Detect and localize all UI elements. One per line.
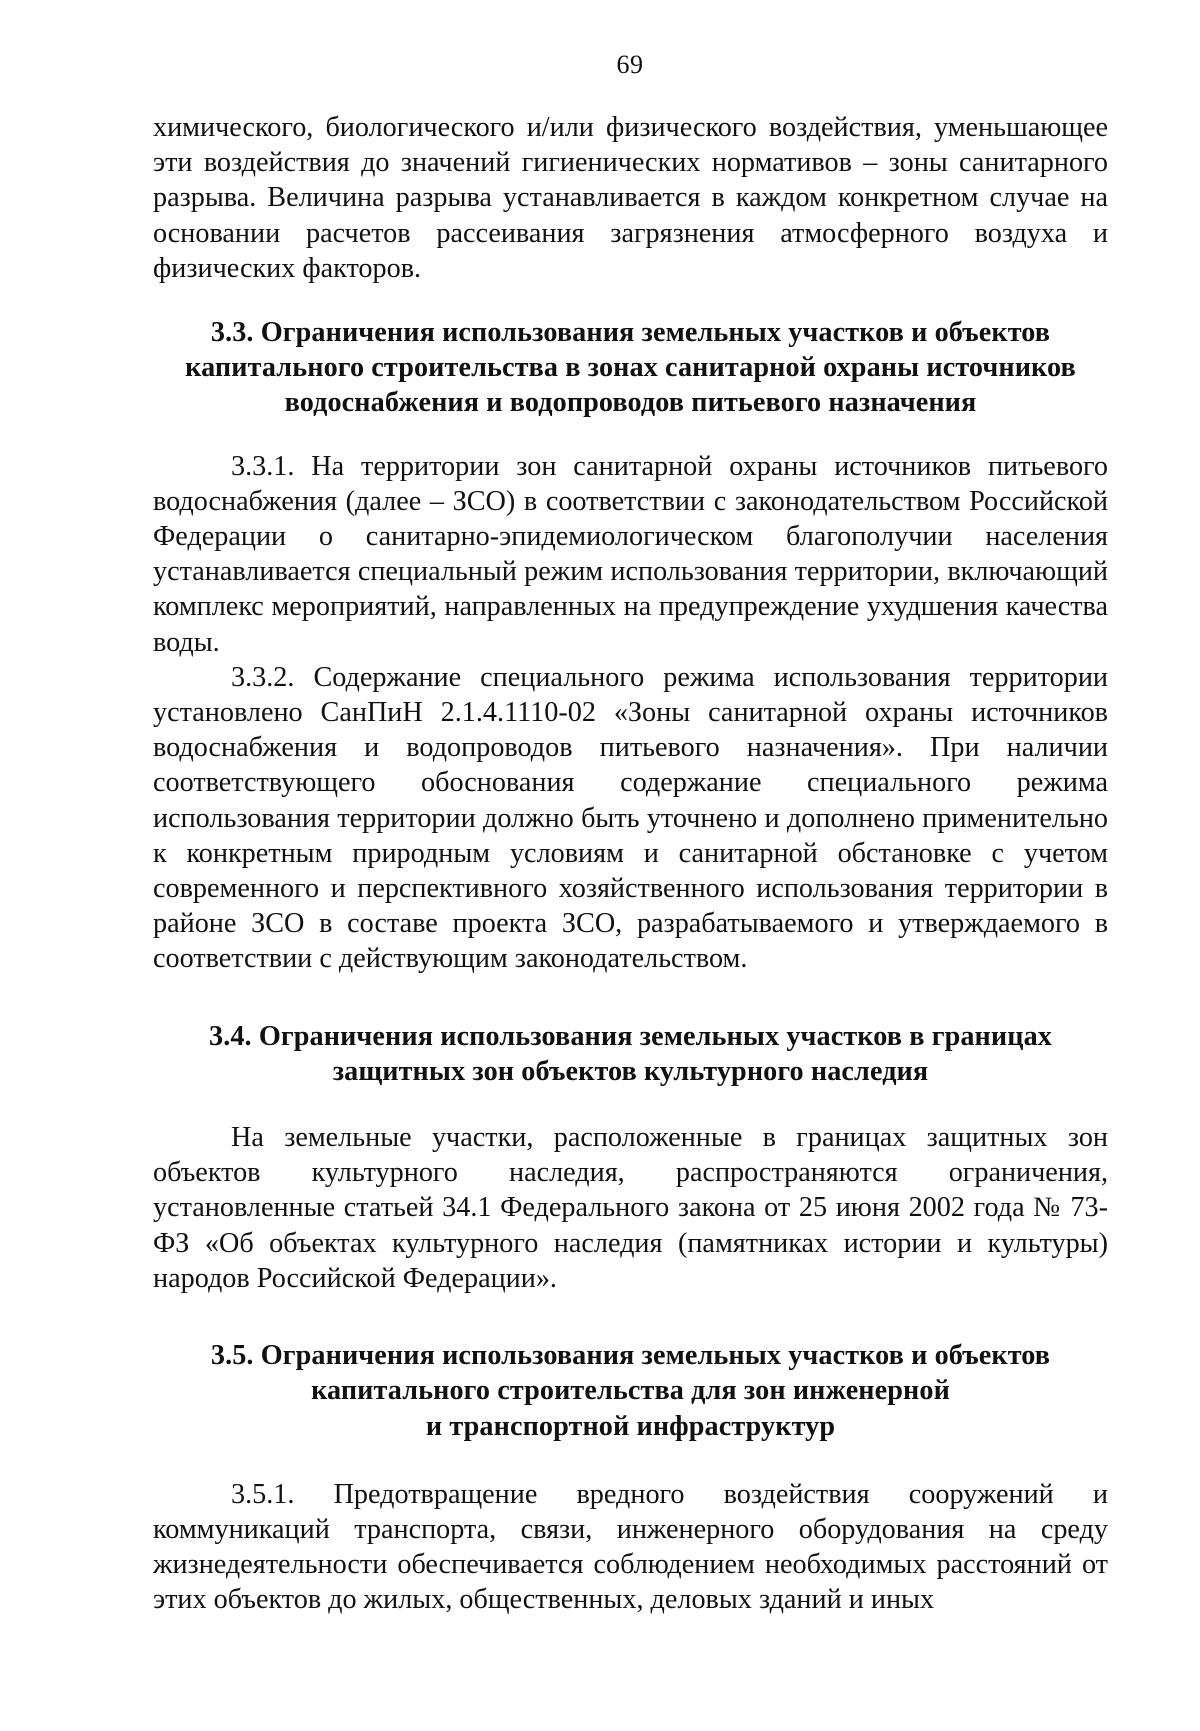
- paragraph-3-3-2: 3.3.2. Содержание специального режима использования территории установлено СанПиН 2.1.4.1110-02 «Зоны санитарной охраны источников водоснабжения и водопроводов питьевого назначения». При наличии соответствующего обоснования содержание специального режима использования территории должно быть уточнено и дополнено применительно к конкретным природным условиям и санитарной обстановке с учетом современного и перспективного хозяйственного использования территории в районе ЗСО в составе проекта ЗСО, разрабатываемого и утверждаемого в соответствии с действующим законодательством.: [153, 661, 1108, 975]
- section-3-4-heading: [153, 1019, 1108, 1089]
- section-3-3-heading: [153, 315, 1108, 421]
- section-3-4-heading-line: 3.4. Ограничения использования земельных участков в границах: [209, 1020, 1052, 1052]
- section-3-5-heading-line: капитального строительства для зон инженерной: [311, 1375, 950, 1407]
- section-3-3-heading-line: водоснабжения и водопроводов питьевого назначения: [284, 387, 977, 419]
- intro-paragraph: химического, биологического и/или физического воздействия, уменьшающее эти воздействия до значений гигиенических нормативов – зоны санитарного разрыва. Величина разрыва устанавливается в каждом конкретном случае на основании расчетов рассеивания загрязнения атмосферного воздуха и физических факторов.: [153, 112, 1108, 284]
- paragraph-3-4: На земельные участки, расположенные в границах защитных зон объектов культурного наследия, распространяются ограничения, установленные статьей 34.1 Федерального закона от 25 июня 2002 года № 73-ФЗ «Об объектах культурного наследия (памятниках истории и культуры) народов Российской Федерации».: [153, 1122, 1108, 1294]
- section-3-4-heading-line: защитных зон объектов культурного наследия: [332, 1055, 929, 1087]
- section-3-5-heading-line: и транспортной инфраструктур: [425, 1410, 836, 1442]
- document-body: [153, 110, 1108, 1618]
- section-3-3-heading-line: капитального строительства в зонах санитарной охраны источников: [185, 352, 1076, 384]
- section-3-3-heading-line: 3.3. Ограничения использования земельных участков и объектов: [210, 317, 1051, 349]
- paragraph-3-5-1: 3.5.1. Предотвращение вредного воздействия сооружений и коммуникаций транспорта, связи, инженерного оборудования на среду жизнедеятельности обеспечивается соблюдением необходимых расстояний от этих объектов до жилых, общественных, деловых зданий и иных: [153, 1478, 1108, 1616]
- page-number: 69: [616, 50, 644, 79]
- paragraph-3-3-1: 3.3.1. На территории зон санитарной охраны источников питьевого водоснабжения (далее – ЗСО) в соответствии с законодательством Российской Федерации о санитарно-эпидемиологическом благополучии населения устанавливается специальный режим использования территории, включающий комплекс мероприятий, направленных на предупреждение ухудшения качества воды.: [153, 450, 1108, 658]
- section-3-5-heading: [153, 1338, 1108, 1444]
- section-3-5-heading-line: 3.5. Ограничения использования земельных участков и объектов: [210, 1340, 1051, 1372]
